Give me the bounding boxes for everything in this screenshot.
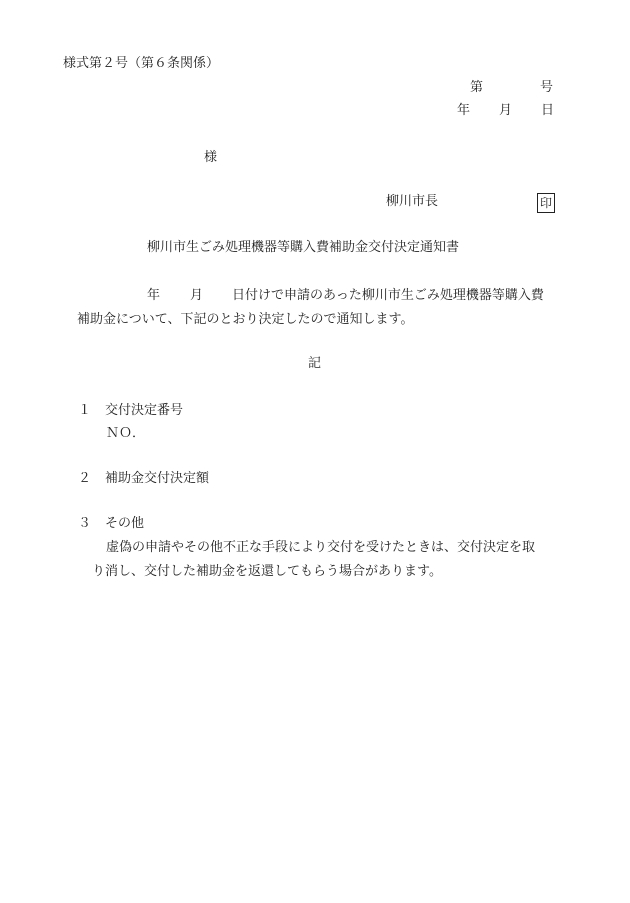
- item-3-text-line2: り消し、交付した補助金を返還してもらう場合があります。: [92, 564, 442, 579]
- item-1-number: １: [78, 403, 92, 418]
- item-2-number: ２: [78, 471, 92, 486]
- date-month: 月: [499, 103, 513, 118]
- body-line2: 補助金について、下記のとおり決定したので通知します。: [77, 312, 414, 327]
- body-line1: 日付けで申請のあった柳川市生ごみ処理機器等購入費: [232, 288, 544, 303]
- item-3-number: ３: [78, 516, 92, 531]
- item-1-label: 交付決定番号: [105, 403, 184, 418]
- ki-heading: 記: [308, 356, 322, 371]
- date-day: 日: [541, 103, 555, 118]
- doc-number-go: 号: [540, 80, 554, 95]
- seal-mark: 印: [537, 193, 555, 213]
- item-3-label: その他: [105, 516, 145, 531]
- date-year: 年: [457, 103, 471, 118]
- recipient-suffix: 様: [204, 150, 218, 165]
- item-2-label: 補助金交付決定額: [105, 471, 210, 486]
- document-title: 柳川市生ごみ処理機器等購入費補助金交付決定通知書: [147, 240, 460, 255]
- body-year: 年: [147, 288, 161, 303]
- body-month: 月: [190, 288, 204, 303]
- doc-number-dai: 第: [470, 80, 484, 95]
- item-3-text-line1: 虚偽の申請やその他不正な手段により交付を受けたときは、交付決定を取: [106, 540, 536, 555]
- form-label: 様式第２号（第６条関係）: [63, 56, 220, 71]
- item-1-sub: ＮＯ．: [106, 426, 146, 441]
- issuer: 柳川市長: [386, 194, 439, 209]
